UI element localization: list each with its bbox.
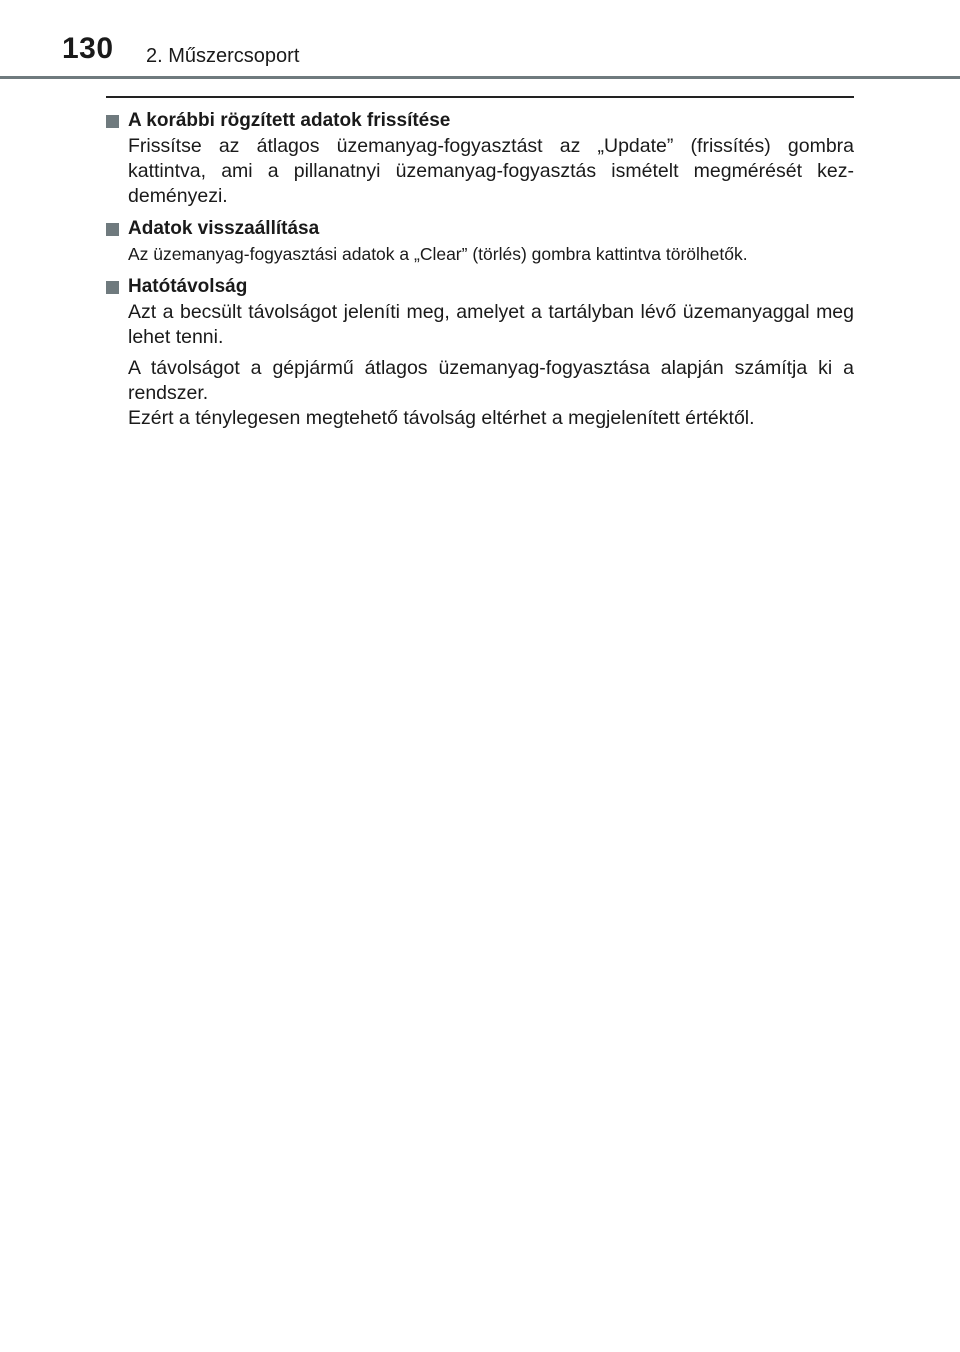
- section-reset: [106, 216, 854, 267]
- paragraph-line: A távolságot a gépjármű átlagos üzemanyag-fogyasztása alapján számítja ki a rendszer.: [128, 357, 854, 404]
- page-number: 130: [62, 32, 114, 65]
- paragraph: Frissítse az átlagos üzemanyag-fogyasztást az „Update” (frissítés) gombra kattintva, ami a pillanatnyi üzemanyag-fogyasztás ismételt megmérését kezdeményezi.: [128, 135, 854, 207]
- page-header: [0, 0, 960, 80]
- section-title-text: Hatótávolság: [128, 276, 248, 297]
- square-bullet-icon: [106, 281, 119, 294]
- page-content: [106, 96, 854, 438]
- section-heading: [106, 216, 854, 242]
- square-bullet-icon: [106, 115, 119, 128]
- paragraph-group: [128, 356, 854, 431]
- paragraph: Azt a becsült távolságot jeleníti meg, amelyet a tartályban lévő üzemanyaggal meg lehet tenni.: [128, 301, 854, 348]
- header-divider: [0, 76, 960, 79]
- section-heading: [106, 108, 854, 134]
- paragraph: Az üzemanyag-fogyasztási adatok a „Clear” (törlés) gombra kattintva törölhetők.: [128, 244, 748, 264]
- square-bullet-icon: [106, 223, 119, 236]
- section-divider: [106, 96, 854, 98]
- section-title-text: Adatok visszaállítása: [128, 218, 320, 239]
- section-update: [106, 108, 854, 209]
- section-title-text: A korábbi rögzített adatok frissítése: [128, 110, 451, 131]
- paragraph-line: Ezért a ténylegesen megtehető távolság eltérhet a megjelenített értéktől.: [128, 407, 755, 429]
- section-range: [106, 274, 854, 431]
- chapter-title: 2. Műszercsoport: [146, 45, 300, 67]
- section-heading: [106, 274, 854, 300]
